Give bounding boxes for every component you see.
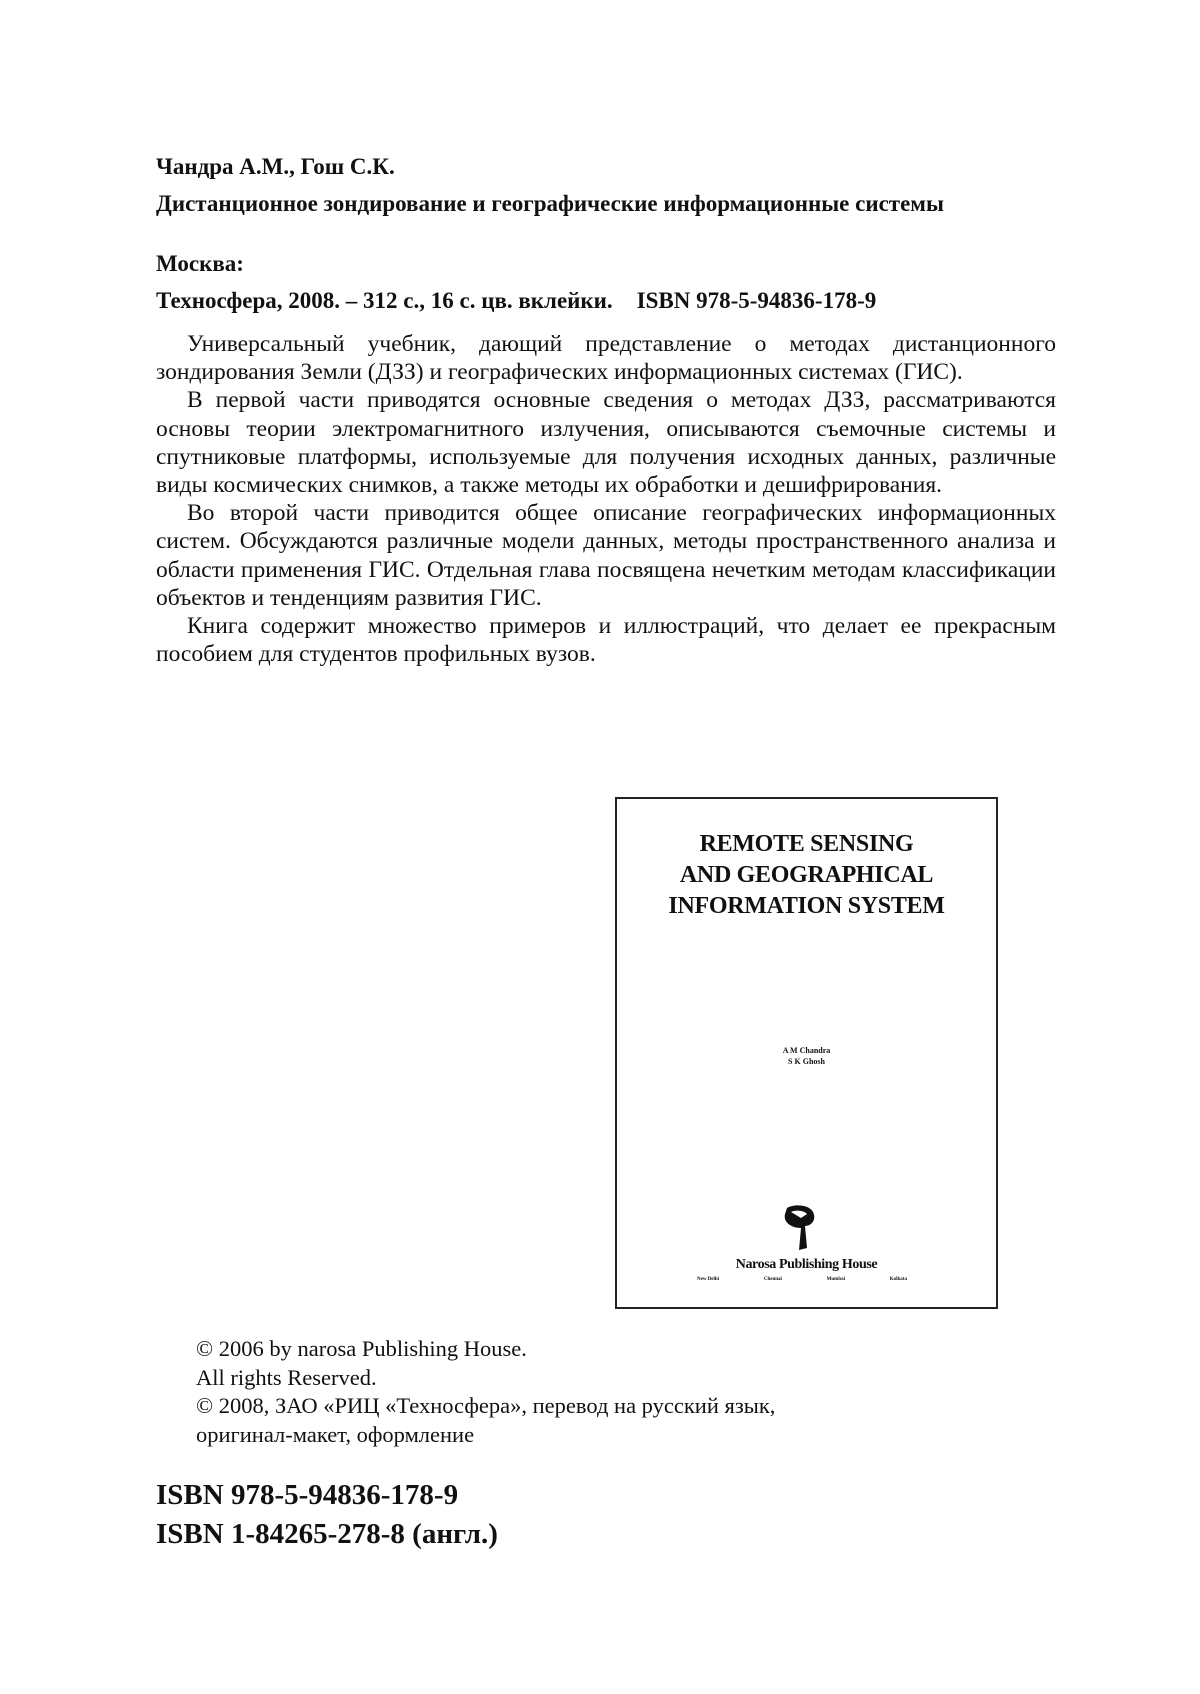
book-header: [156, 148, 1056, 222]
cover-title-line: AND GEOGRAPHICAL: [679, 862, 934, 888]
cover-authors: [617, 1045, 996, 1067]
cover-city: Chennai: [763, 1277, 782, 1282]
copyright-line: © 2008, ЗАО «РИЦ «Техносфера», перевод на русский язык,: [196, 1393, 776, 1418]
imprint-publisher: Техносфера, 2008. – 312 с., 16 с. цв. вклейки.: [156, 288, 613, 313]
original-cover-image: [615, 797, 998, 1309]
cover-title-line: REMOTE SENSING: [699, 831, 914, 857]
copyright-line: © 2006 by narosa Publishing House.: [196, 1336, 527, 1361]
authors: Чандра А.М., Гош С.К.: [156, 154, 395, 179]
book-title: Дистанционное зондирование и географические информационные системы: [156, 191, 944, 216]
cover-city: New Delhi: [697, 1277, 720, 1282]
copyright-notice: [196, 1335, 1096, 1449]
cover-author: S K Ghosh: [788, 1057, 825, 1066]
cover-city: Kolkata: [889, 1277, 907, 1282]
cover-city: Mumbai: [826, 1277, 845, 1282]
copyright-line: All rights Reserved.: [196, 1364, 377, 1390]
imprint-isbn: ISBN 978-5-94836-178-9: [636, 288, 877, 313]
imprint-publisher-line: [156, 282, 1056, 319]
cover-publisher: Narosa Publishing House: [735, 1257, 878, 1272]
abstract: [156, 330, 1056, 668]
cover-title-line: INFORMATION SYSTEM: [668, 893, 945, 919]
imprint: [156, 245, 1056, 319]
abstract-paragraph: Универсальный учебник, дающий представление о методах дистанционного зондирования Земли (ДЗЗ) и географических информационных системах (ГИС).: [156, 331, 1056, 386]
abstract-paragraph: Во второй части приводится общее описание географических информационных систем. Обсуждаются различные модели данных, методы пространственного анализа и области применения ГИС. Отдельная глава посвящена нечетким методам классификации объектов и тенденциям развития ГИС.: [156, 500, 1056, 611]
cover-title: [617, 829, 996, 922]
imprint-city: Москва:: [156, 251, 244, 276]
cover-cities: [697, 1277, 907, 1283]
abstract-paragraph: Книга содержит множество примеров и иллюстраций, что делает ее прекрасным пособием для студентов профильных вузов.: [156, 613, 1056, 668]
isbn-block: [156, 1476, 1056, 1554]
copyright-line: оригинал-макет, оформление: [196, 1421, 475, 1447]
isbn-line: ISBN 978-5-94836-178-9: [156, 1479, 459, 1511]
isbn-line: ISBN 1-84265-278-8 (англ.): [156, 1518, 498, 1550]
abstract-paragraph: В первой части приводятся основные сведения о методах ДЗЗ, рассматриваются основы теории электромагнитного излучения, описываются съемочные системы и спутниковые платформы, используемые для получения исходных данных, различные виды космических снимков, а также методы их обработки и дешифрирования.: [156, 387, 1056, 499]
publisher-logo-icon: [779, 1204, 819, 1252]
cover-author: A M Chandra: [782, 1046, 831, 1055]
